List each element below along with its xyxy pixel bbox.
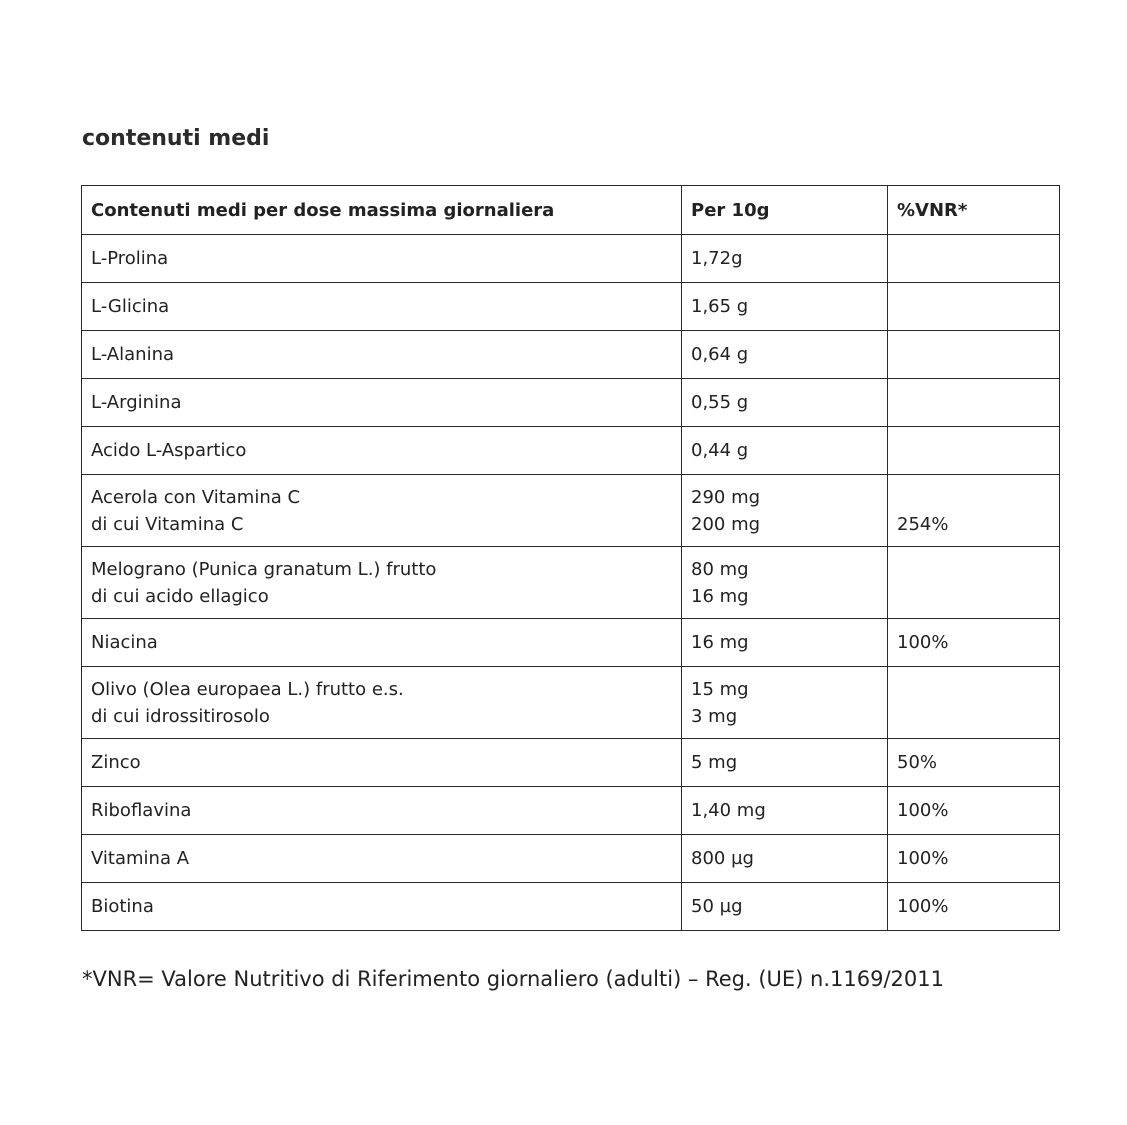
ingredient-cell bbox=[82, 883, 682, 931]
vnr-cell-line bbox=[897, 389, 1050, 416]
amount-cell bbox=[682, 787, 888, 835]
amount-cell bbox=[682, 883, 888, 931]
ingredient-cell bbox=[82, 427, 682, 475]
vnr-cell-line bbox=[897, 676, 1050, 703]
amount-cell bbox=[682, 379, 888, 427]
vnr-cell-line: 50% bbox=[897, 752, 938, 773]
ingredient-cell bbox=[82, 331, 682, 379]
table-row bbox=[82, 787, 1060, 835]
vnr-cell-line: 100% bbox=[897, 848, 949, 869]
table-row bbox=[82, 883, 1060, 931]
amount-cell bbox=[682, 667, 888, 739]
vnr-cell bbox=[888, 787, 1060, 835]
ingredient-cell bbox=[82, 235, 682, 283]
ingredient-cell bbox=[82, 739, 682, 787]
ingredient-cell-line: Biotina bbox=[91, 896, 154, 917]
amount-cell bbox=[682, 331, 888, 379]
ingredient-cell bbox=[82, 787, 682, 835]
table-row bbox=[82, 547, 1060, 619]
ingredient-cell-line: Vitamina A bbox=[91, 848, 190, 869]
header-row bbox=[82, 186, 1060, 235]
table-body bbox=[82, 235, 1060, 931]
amount-cell-line: 50 µg bbox=[691, 896, 743, 917]
vnr-cell-line: 100% bbox=[897, 896, 949, 917]
header-ingredient: Contenuti medi per dose massima giornaliera bbox=[82, 186, 682, 235]
header-vnr: %VNR* bbox=[888, 186, 1060, 235]
vnr-cell-line bbox=[897, 245, 1050, 272]
amount-cell bbox=[682, 739, 888, 787]
table-row bbox=[82, 283, 1060, 331]
amount-cell-line: 1,72g bbox=[691, 248, 743, 269]
amount-cell-line: 1,40 mg bbox=[691, 800, 766, 821]
amount-cell bbox=[682, 235, 888, 283]
ingredient-cell-line: Acerola con Vitamina C bbox=[91, 486, 301, 508]
ingredient-cell bbox=[82, 475, 682, 547]
ingredient-cell bbox=[82, 835, 682, 883]
amount-cell bbox=[682, 475, 888, 547]
amount-cell-line: 3 mg bbox=[691, 705, 738, 727]
vnr-cell bbox=[888, 835, 1060, 883]
table-row bbox=[82, 619, 1060, 667]
vnr-cell bbox=[888, 283, 1060, 331]
ingredient-cell-line: L-Glicina bbox=[91, 296, 170, 317]
table-row bbox=[82, 379, 1060, 427]
vnr-cell-line bbox=[897, 556, 1050, 583]
ingredient-cell bbox=[82, 283, 682, 331]
vnr-cell bbox=[888, 331, 1060, 379]
ingredient-cell bbox=[82, 619, 682, 667]
amount-cell bbox=[682, 427, 888, 475]
table-row bbox=[82, 235, 1060, 283]
table-row bbox=[82, 475, 1060, 547]
table-row bbox=[82, 835, 1060, 883]
ingredient-cell bbox=[82, 547, 682, 619]
amount-cell-line: 15 mg bbox=[691, 678, 749, 700]
vnr-cell-line bbox=[897, 703, 1050, 730]
ingredient-cell bbox=[82, 667, 682, 739]
vnr-cell bbox=[888, 475, 1060, 547]
amount-cell bbox=[682, 835, 888, 883]
vnr-cell bbox=[888, 883, 1060, 931]
nutrition-table bbox=[81, 185, 1060, 931]
amount-cell-line: 200 mg bbox=[691, 513, 761, 535]
vnr-footnote: *VNR= Valore Nutritivo di Riferimento giornaliero (adulti) – Reg. (UE) n.1169/2011 bbox=[82, 967, 945, 991]
ingredient-cell-line: Melograno (Punica granatum L.) frutto bbox=[91, 558, 437, 580]
amount-cell-line: 80 mg bbox=[691, 558, 749, 580]
ingredient-cell-line: L-Arginina bbox=[91, 392, 182, 413]
table-row bbox=[82, 739, 1060, 787]
vnr-cell bbox=[888, 739, 1060, 787]
amount-cell bbox=[682, 283, 888, 331]
ingredient-cell-line: Riboflavina bbox=[91, 800, 192, 821]
ingredient-cell-line: L-Alanina bbox=[91, 344, 175, 365]
amount-cell-line: 0,44 g bbox=[691, 440, 749, 461]
amount-cell-line: 800 µg bbox=[691, 848, 754, 869]
amount-cell bbox=[682, 619, 888, 667]
vnr-cell-line: 100% bbox=[897, 632, 949, 653]
ingredient-cell-line: di cui idrossitirosolo bbox=[91, 705, 270, 727]
ingredient-cell-line: di cui acido ellagico bbox=[91, 585, 269, 607]
vnr-cell-line: 100% bbox=[897, 800, 949, 821]
ingredient-cell-line: di cui Vitamina C bbox=[91, 513, 244, 535]
ingredient-cell-line: L-Prolina bbox=[91, 248, 169, 269]
vnr-cell bbox=[888, 235, 1060, 283]
table-row bbox=[82, 331, 1060, 379]
amount-cell-line: 0,64 g bbox=[691, 344, 749, 365]
ingredient-cell-line: Zinco bbox=[91, 752, 141, 773]
ingredient-cell bbox=[82, 379, 682, 427]
amount-cell bbox=[682, 547, 888, 619]
vnr-cell-line bbox=[897, 341, 1050, 368]
vnr-cell bbox=[888, 667, 1060, 739]
vnr-cell bbox=[888, 427, 1060, 475]
ingredient-cell-line: Olivo (Olea europaea L.) frutto e.s. bbox=[91, 678, 404, 700]
vnr-cell-line bbox=[897, 484, 1050, 511]
table-row bbox=[82, 667, 1060, 739]
ingredient-cell-line: Acido L-Aspartico bbox=[91, 440, 247, 461]
vnr-cell-line bbox=[897, 583, 1050, 610]
table-header bbox=[82, 186, 1060, 235]
amount-cell-line: 16 mg bbox=[691, 632, 749, 653]
vnr-cell-line bbox=[897, 437, 1050, 464]
vnr-cell-line bbox=[897, 293, 1050, 320]
page-title: contenuti medi bbox=[82, 126, 270, 151]
amount-cell-line: 5 mg bbox=[691, 752, 738, 773]
table-row bbox=[82, 427, 1060, 475]
ingredient-cell-line: Niacina bbox=[91, 632, 158, 653]
vnr-cell bbox=[888, 619, 1060, 667]
vnr-cell bbox=[888, 379, 1060, 427]
header-amount: Per 10g bbox=[682, 186, 888, 235]
amount-cell-line: 16 mg bbox=[691, 585, 749, 607]
amount-cell-line: 290 mg bbox=[691, 486, 761, 508]
vnr-cell bbox=[888, 547, 1060, 619]
vnr-cell-line: 254% bbox=[897, 513, 949, 535]
amount-cell-line: 0,55 g bbox=[691, 392, 749, 413]
amount-cell-line: 1,65 g bbox=[691, 296, 749, 317]
